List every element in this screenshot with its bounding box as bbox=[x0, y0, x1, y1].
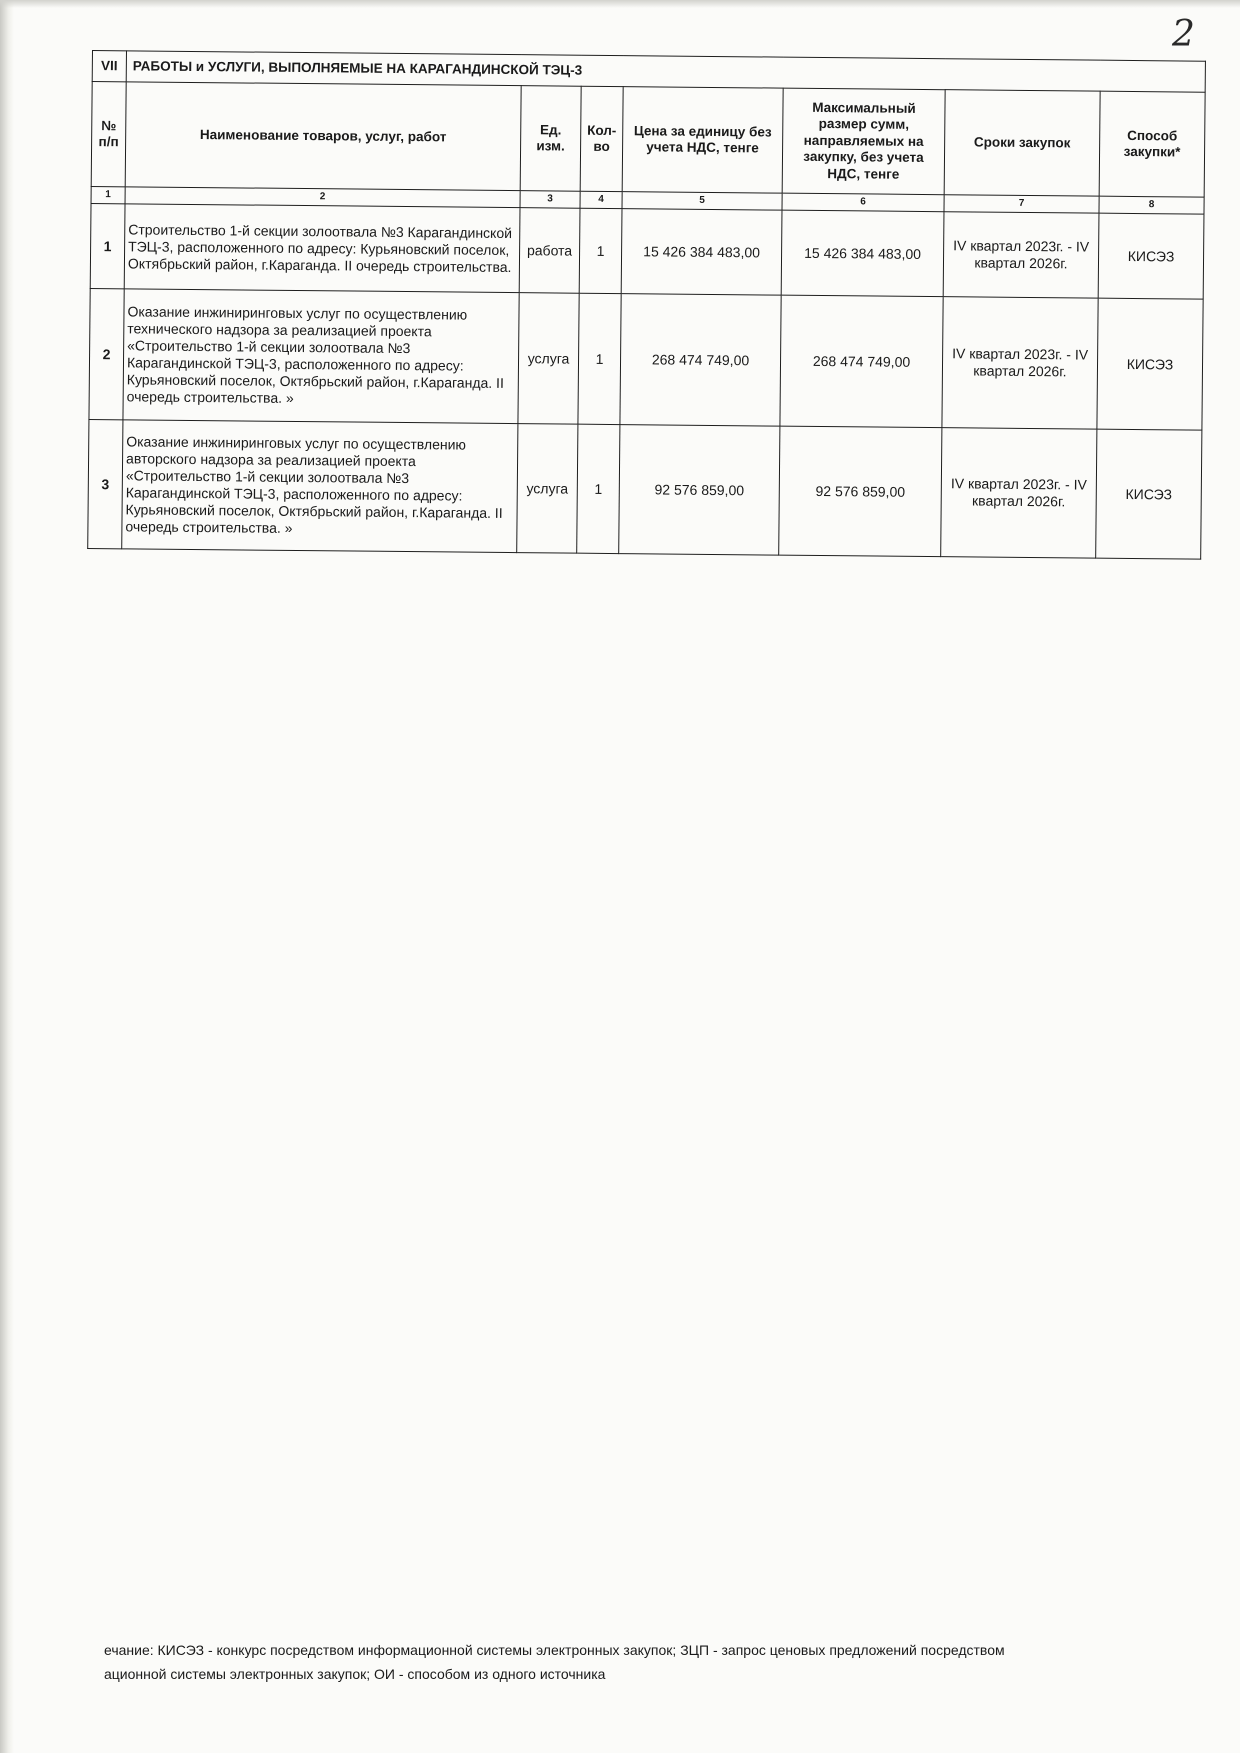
item-unit: услуга bbox=[518, 293, 579, 425]
footnote bbox=[104, 1638, 1144, 1686]
table-row bbox=[89, 289, 1203, 431]
item-period: IV квартал 2023г. - IV квартал 2026г. bbox=[943, 212, 1099, 298]
procurement-table bbox=[87, 50, 1206, 560]
column-number: 5 bbox=[622, 192, 782, 211]
scan-shadow-top bbox=[0, 0, 1240, 8]
header-quantity: Кол-во bbox=[580, 86, 623, 191]
item-period: IV квартал 2023г. - IV квартал 2026г. bbox=[941, 428, 1097, 558]
row-number: 3 bbox=[88, 420, 123, 549]
item-quantity: 1 bbox=[579, 208, 622, 293]
item-method: КИСЭЗ bbox=[1097, 298, 1203, 430]
table-row bbox=[88, 420, 1202, 560]
item-max-amount: 268 474 749,00 bbox=[780, 295, 943, 428]
column-number: 7 bbox=[944, 195, 1099, 214]
item-method: КИСЭЗ bbox=[1096, 429, 1202, 559]
column-number: 6 bbox=[782, 193, 944, 212]
item-unit: услуга bbox=[517, 424, 578, 554]
item-quantity: 1 bbox=[578, 293, 621, 424]
footnote-line: ационной системы электронных закупок; ОИ - способом из одного источника bbox=[104, 1666, 606, 1682]
item-unit: работа bbox=[519, 208, 580, 294]
item-period: IV квартал 2023г. - IV квартал 2026г. bbox=[942, 297, 1098, 429]
item-unit-price: 92 576 859,00 bbox=[619, 425, 780, 556]
item-method: КИСЭЗ bbox=[1098, 213, 1204, 299]
scan-shadow-left bbox=[0, 0, 14, 1753]
item-name: Оказание инжиниринговых услуг по осуществлению авторского надзора за реализацией проекта «Строительство 1-й секции золоотвала №3 Карагандинской ТЭЦ-3, расположенного по адресу: Курьяновский поселок, Октябрьский район, г.Караганда. II очередь строительства. » bbox=[122, 420, 518, 553]
header-max-amount: Максимальный размер сумм, направляемых на закупку, без учета НДС, тенге bbox=[782, 88, 945, 195]
header-unit: Ед. изм. bbox=[520, 86, 581, 192]
section-title: РАБОТЫ и УСЛУГИ, ВЫПОЛНЯЕМЫЕ НА КАРАГАНДИНСКОЙ ТЭЦ-3 bbox=[126, 51, 1205, 92]
section-number: VII bbox=[92, 51, 126, 82]
column-number: 3 bbox=[520, 191, 580, 209]
column-number: 4 bbox=[580, 191, 622, 209]
column-number: 2 bbox=[125, 187, 520, 208]
column-number: 8 bbox=[1099, 196, 1204, 214]
handwritten-page-number: 2 bbox=[1172, 14, 1195, 55]
item-max-amount: 15 426 384 483,00 bbox=[781, 210, 944, 297]
item-max-amount: 92 576 859,00 bbox=[779, 426, 942, 557]
footnote-line: ечание: КИСЭЗ - конкурс посредством информационной системы электронных закупок; ЗЦП - запрос ценовых предложений посредством bbox=[104, 1642, 1005, 1658]
column-header-row bbox=[91, 82, 1205, 198]
item-unit-price: 15 426 384 483,00 bbox=[621, 209, 782, 296]
item-name: Оказание инжиниринговых услуг по осуществлению технического надзора за реализацией проекта «Строительство 1-й секции золоотвала №3 Карагандинской ТЭЦ-3, расположенного по адресу: Курьяновский поселок, Октябрьский район, г.Караганда. II очередь строительства. » bbox=[123, 289, 519, 424]
item-quantity: 1 bbox=[577, 424, 620, 553]
item-unit-price: 268 474 749,00 bbox=[620, 294, 781, 427]
header-row-number: № п/п bbox=[91, 82, 126, 187]
header-method: Способ закупки* bbox=[1099, 91, 1205, 197]
header-period: Сроки закупок bbox=[944, 90, 1100, 196]
header-item-name: Наименование товаров, услуг, работ bbox=[125, 82, 521, 191]
row-number: 1 bbox=[90, 204, 125, 289]
column-number: 1 bbox=[91, 186, 125, 204]
header-unit-price: Цена за единицу без учета НДС, тенге bbox=[622, 87, 783, 194]
item-name: Строительство 1-й секции золоотвала №3 Карагандинской ТЭЦ-3, расположенного по адресу: Курьяновский поселок, Октябрьский район, г.Караганда. II очередь строительства. bbox=[124, 204, 520, 293]
row-number: 2 bbox=[89, 289, 124, 420]
table-row bbox=[90, 204, 1204, 300]
